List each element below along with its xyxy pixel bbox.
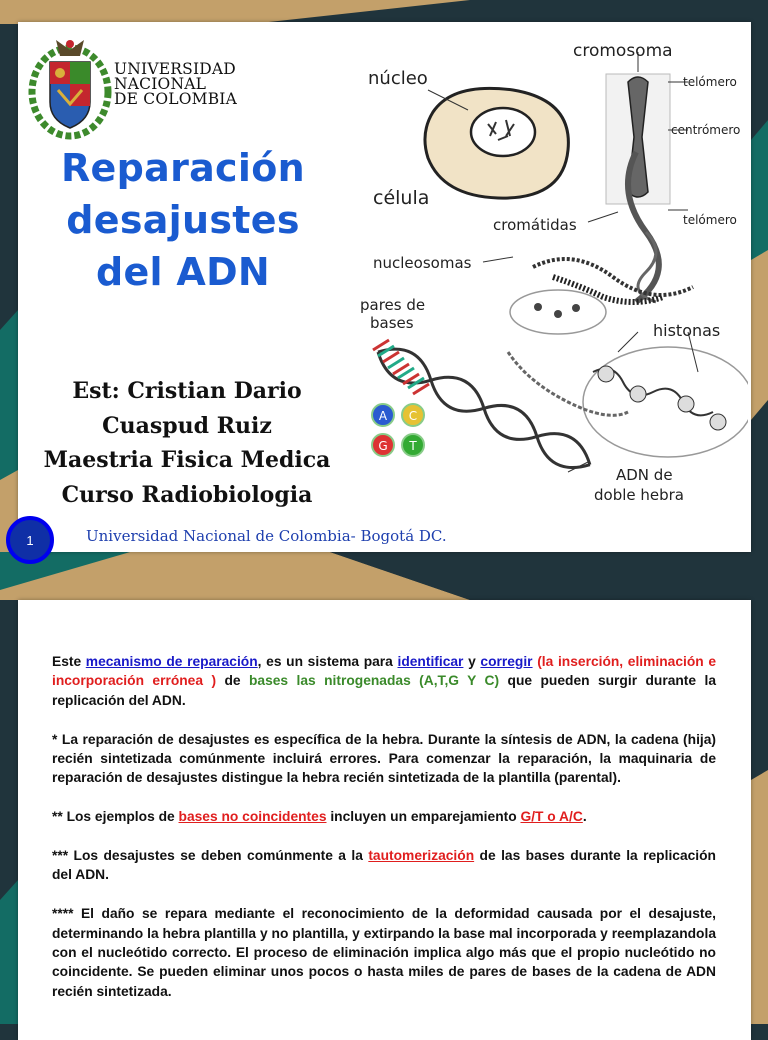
- label-adn-doble-hebra-1: ADN de: [616, 466, 673, 484]
- link-gt-ac[interactable]: G/T o A/C: [520, 809, 583, 825]
- paragraph-5: **** El daño se repara mediante el reconocimiento de la deformidad causada por el desajuste, determinando la hebra plantilla y no plantilla, y extirpando la base mal incorporada y reemplazandola con el nucleótido correcto. El proceso de eliminación implica algo más que el propio nucleótido no coincidente. Se pueden eliminar unos pocos o hasta miles de pares de bases de la cadena de ADN recién sintetizada.: [52, 906, 716, 999]
- paragraph-2: * La reparación de desajustes es específica de la hebra. Durante la síntesis de ADN, la cadena (hija) recién sintetizada comúnmente incluirá errores. Para comenzar la reparación, la maquinaria de reparación de desajustes distingue la hebra recién sintetizada de la plantilla (parental).: [52, 731, 716, 786]
- page-number: 1: [26, 532, 34, 548]
- link-bases-no-coincidentes[interactable]: bases no coincidentes: [178, 809, 327, 825]
- paragraph-1: Este mecanismo de reparación, es un sistema para identificar y corregir (la inserción, eliminación e incorporación errónea ) de bases las nitrogenadas (A,T,G Y C) que pueden surgir durante la replicación del ADN.: [52, 654, 717, 708]
- university-logo: [28, 32, 112, 142]
- footer-university: Universidad Nacional de Colombia- Bogotá DC.: [86, 527, 447, 545]
- paragraph-3: ** Los ejemplos de bases no coincidentes incluyen un emparejamiento G/T o A/C.: [52, 809, 587, 825]
- highlight-bases: bases las nitrogenadas (A,T,G Y C): [248, 673, 500, 689]
- author-info: Est: Cristian Dario Cuaspud Ruiz Maestria Fisica Medica Curso Radiobiologia: [43, 378, 331, 508]
- label-nucleosomas: nucleosomas: [373, 254, 472, 272]
- title-slide: [18, 22, 751, 552]
- paragraph-4: *** Los desajustes se deben comúnmente a la tautomerización de las bases durante la replicación del ADN.: [52, 848, 716, 883]
- label-pares-de-bases-2: bases: [370, 314, 414, 332]
- link-identificar[interactable]: identificar: [397, 654, 464, 669]
- base-t: T: [409, 439, 417, 453]
- label-nucleo: núcleo: [368, 68, 428, 89]
- label-cromosoma: cromosoma: [573, 41, 673, 61]
- highlight-errors: (la inserción, eliminación e incorporación errónea ): [52, 654, 717, 689]
- base-g: G: [378, 439, 388, 453]
- slide-title: Reparación desajustes del ADN: [61, 146, 305, 294]
- label-telomero-bottom: telómero: [683, 213, 737, 227]
- link-corregir[interactable]: corregir: [480, 654, 533, 669]
- university-name: UNIVERSIDAD NACIONAL DE COLOMBIA: [114, 60, 238, 108]
- label-histonas: histonas: [653, 321, 721, 340]
- label-pares-de-bases-1: pares de: [360, 296, 426, 314]
- label-centromero: centrómero: [671, 123, 741, 137]
- base-c: C: [408, 409, 418, 423]
- base-a: A: [378, 409, 388, 423]
- content-slide: [18, 600, 751, 1040]
- body-text: [52, 652, 716, 1021]
- label-adn-doble-hebra-2: doble hebra: [594, 486, 684, 504]
- label-cromatidas: cromátidas: [493, 216, 577, 234]
- page-number-badge[interactable]: [6, 516, 54, 564]
- link-tautomerizacion[interactable]: tautomerización: [368, 848, 475, 864]
- label-celula: célula: [373, 187, 430, 209]
- label-telomero-top: telómero: [683, 75, 737, 89]
- link-mecanismo[interactable]: mecanismo de reparación: [85, 654, 258, 669]
- dna-structure-diagram: [338, 32, 748, 522]
